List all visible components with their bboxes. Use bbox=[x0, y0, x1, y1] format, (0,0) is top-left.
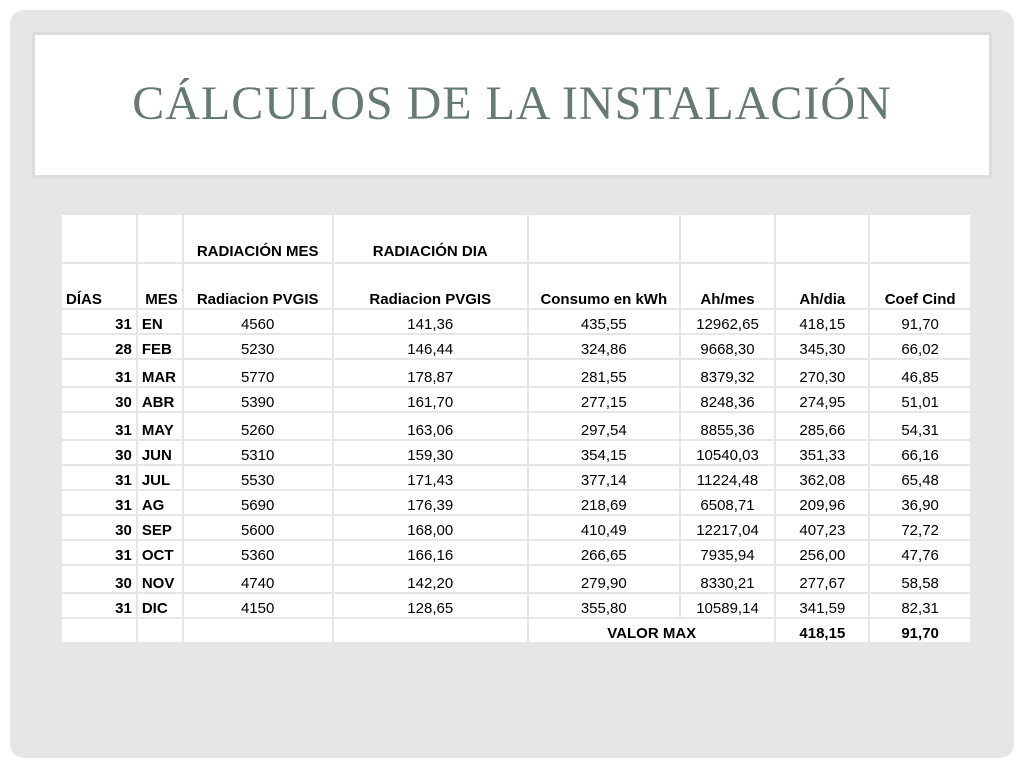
table-cell: 7935,94 bbox=[680, 540, 776, 565]
column-header: DÍAS bbox=[61, 263, 137, 309]
table-cell: 31 bbox=[61, 412, 137, 440]
table-row bbox=[61, 515, 971, 540]
table-cell: 8855,36 bbox=[680, 412, 776, 440]
table-cell: 31 bbox=[61, 490, 137, 515]
table-cell: 8248,36 bbox=[680, 387, 776, 412]
table-cell: 176,39 bbox=[333, 490, 528, 515]
valor-max-ah-dia: 418,15 bbox=[775, 618, 869, 643]
page-title: CÁLCULOS DE LA INSTALACIÓN bbox=[132, 77, 892, 130]
table-cell: 256,00 bbox=[775, 540, 869, 565]
table-row bbox=[61, 565, 971, 593]
table-cell: EN bbox=[137, 309, 183, 334]
table-cell: 161,70 bbox=[333, 387, 528, 412]
table-cell: 297,54 bbox=[528, 412, 680, 440]
table-row bbox=[61, 440, 971, 465]
table-cell: 54,31 bbox=[869, 412, 971, 440]
table-row bbox=[61, 359, 971, 387]
table-cell: 355,80 bbox=[528, 593, 680, 618]
table-cell: 285,66 bbox=[775, 412, 869, 440]
table-cell: MAY bbox=[137, 412, 183, 440]
header-top-cell bbox=[775, 214, 869, 263]
table-row bbox=[61, 540, 971, 565]
calculation-table bbox=[60, 213, 972, 644]
table-cell: 30 bbox=[61, 515, 137, 540]
column-header: MES bbox=[137, 263, 183, 309]
table-cell: 36,90 bbox=[869, 490, 971, 515]
table-cell: 345,30 bbox=[775, 334, 869, 359]
table-cell: 4560 bbox=[183, 309, 333, 334]
table-cell: 31 bbox=[61, 359, 137, 387]
table-cell: 166,16 bbox=[333, 540, 528, 565]
table-cell: 168,00 bbox=[333, 515, 528, 540]
table-cell: 31 bbox=[61, 540, 137, 565]
table-row bbox=[61, 593, 971, 618]
table-cell: 5360 bbox=[183, 540, 333, 565]
table-cell: 30 bbox=[61, 440, 137, 465]
footer-row bbox=[61, 618, 971, 643]
table-cell: 5530 bbox=[183, 465, 333, 490]
table-cell: 274,95 bbox=[775, 387, 869, 412]
header-top-cell bbox=[680, 214, 776, 263]
table-cell: 4740 bbox=[183, 565, 333, 593]
table-cell: DIC bbox=[137, 593, 183, 618]
table-cell: MAR bbox=[137, 359, 183, 387]
table-cell: 82,31 bbox=[869, 593, 971, 618]
table-cell: 47,76 bbox=[869, 540, 971, 565]
table-cell: 10589,14 bbox=[680, 593, 776, 618]
header-top-cell bbox=[137, 214, 183, 263]
table-cell: AG bbox=[137, 490, 183, 515]
table-cell: 31 bbox=[61, 593, 137, 618]
table-cell: 9668,30 bbox=[680, 334, 776, 359]
table-cell: 12962,65 bbox=[680, 309, 776, 334]
table-cell: 178,87 bbox=[333, 359, 528, 387]
header-top-cell bbox=[61, 214, 137, 263]
table-cell: 146,44 bbox=[333, 334, 528, 359]
table-cell: 277,15 bbox=[528, 387, 680, 412]
table-cell: 72,72 bbox=[869, 515, 971, 540]
table-cell: 5310 bbox=[183, 440, 333, 465]
table-cell: 58,58 bbox=[869, 565, 971, 593]
table-cell: 377,14 bbox=[528, 465, 680, 490]
table-cell: 407,23 bbox=[775, 515, 869, 540]
table-cell: 5230 bbox=[183, 334, 333, 359]
table-cell: 163,06 bbox=[333, 412, 528, 440]
header-top-cell: RADIACIÓN MES bbox=[183, 214, 333, 263]
table-row bbox=[61, 490, 971, 515]
table-row bbox=[61, 309, 971, 334]
header-top-cell bbox=[869, 214, 971, 263]
table-cell: 30 bbox=[61, 565, 137, 593]
table-cell: 10540,03 bbox=[680, 440, 776, 465]
empty-cell bbox=[61, 618, 137, 643]
valor-max-coef: 91,70 bbox=[869, 618, 971, 643]
header-top-cell: RADIACIÓN DIA bbox=[333, 214, 528, 263]
table-cell: 6508,71 bbox=[680, 490, 776, 515]
column-header: Ah/mes bbox=[680, 263, 776, 309]
table-cell: 5260 bbox=[183, 412, 333, 440]
table-row bbox=[61, 412, 971, 440]
table-cell: 218,69 bbox=[528, 490, 680, 515]
table-cell: 8330,21 bbox=[680, 565, 776, 593]
table-cell: ABR bbox=[137, 387, 183, 412]
table-cell: 5390 bbox=[183, 387, 333, 412]
table-cell: 4150 bbox=[183, 593, 333, 618]
table-cell: 5770 bbox=[183, 359, 333, 387]
table-cell: 351,33 bbox=[775, 440, 869, 465]
table-cell: 362,08 bbox=[775, 465, 869, 490]
table-cell: 209,96 bbox=[775, 490, 869, 515]
table-cell: 5690 bbox=[183, 490, 333, 515]
table-cell: 281,55 bbox=[528, 359, 680, 387]
table-cell: 11224,48 bbox=[680, 465, 776, 490]
column-header: Coef Cind bbox=[869, 263, 971, 309]
table-cell: 141,36 bbox=[333, 309, 528, 334]
table-cell: 46,85 bbox=[869, 359, 971, 387]
table-cell: 142,20 bbox=[333, 565, 528, 593]
table-cell: SEP bbox=[137, 515, 183, 540]
table-cell: 30 bbox=[61, 387, 137, 412]
table-cell: 435,55 bbox=[528, 309, 680, 334]
column-header: Radiacion PVGIS bbox=[333, 263, 528, 309]
column-header: Consumo en kWh bbox=[528, 263, 680, 309]
table-cell: 270,30 bbox=[775, 359, 869, 387]
column-header: Radiacion PVGIS bbox=[183, 263, 333, 309]
empty-cell bbox=[137, 618, 183, 643]
table-row bbox=[61, 387, 971, 412]
table-cell: 277,67 bbox=[775, 565, 869, 593]
table-cell: JUN bbox=[137, 440, 183, 465]
table-cell: 91,70 bbox=[869, 309, 971, 334]
table-cell: 266,65 bbox=[528, 540, 680, 565]
table-cell: 128,65 bbox=[333, 593, 528, 618]
table-cell: 324,86 bbox=[528, 334, 680, 359]
table-cell: 279,90 bbox=[528, 565, 680, 593]
table-cell: 31 bbox=[61, 465, 137, 490]
title-box bbox=[32, 32, 992, 178]
table-cell: FEB bbox=[137, 334, 183, 359]
header-row-top bbox=[61, 214, 971, 263]
table-cell: 418,15 bbox=[775, 309, 869, 334]
table-cell: 66,02 bbox=[869, 334, 971, 359]
empty-cell bbox=[183, 618, 333, 643]
valor-max-label: VALOR MAX bbox=[528, 618, 775, 643]
table-cell: 31 bbox=[61, 309, 137, 334]
header-row bbox=[61, 263, 971, 309]
table-row bbox=[61, 465, 971, 490]
table-cell: 354,15 bbox=[528, 440, 680, 465]
table-cell: 12217,04 bbox=[680, 515, 776, 540]
table-cell: 28 bbox=[61, 334, 137, 359]
table-cell: 5600 bbox=[183, 515, 333, 540]
table-cell: 410,49 bbox=[528, 515, 680, 540]
table-cell: JUL bbox=[137, 465, 183, 490]
table-cell: 65,48 bbox=[869, 465, 971, 490]
column-header: Ah/dia bbox=[775, 263, 869, 309]
table-cell: 171,43 bbox=[333, 465, 528, 490]
table-cell: 51,01 bbox=[869, 387, 971, 412]
table-cell: 341,59 bbox=[775, 593, 869, 618]
empty-cell bbox=[333, 618, 528, 643]
table-cell: 8379,32 bbox=[680, 359, 776, 387]
header-top-cell bbox=[528, 214, 680, 263]
table-cell: OCT bbox=[137, 540, 183, 565]
table-cell: 159,30 bbox=[333, 440, 528, 465]
table-row bbox=[61, 334, 971, 359]
table-cell: 66,16 bbox=[869, 440, 971, 465]
table-cell: NOV bbox=[137, 565, 183, 593]
